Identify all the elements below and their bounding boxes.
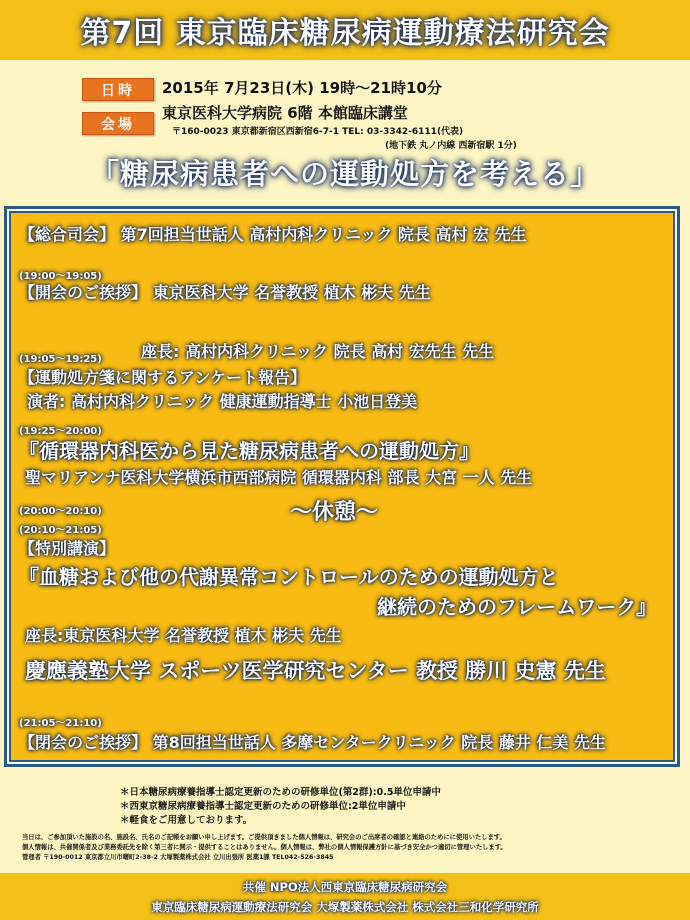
special-lecture-label: 【特別講演】 xyxy=(19,539,116,558)
co-host: 共催 NPO法人西東京臨床糖尿病研究会 xyxy=(242,880,448,894)
date-value: 2015年 7月23日(木) 19時～21時10分 xyxy=(162,79,442,97)
report-title: 【運動処方箋に関するアンケート報告】 xyxy=(19,368,307,387)
report-speaker: 演者: 高村内科クリニック 健康運動指導士 小池日登美 xyxy=(27,392,418,411)
note-credit-1: ＊日本糖尿病療養指導士認定更新のための研修単位(第2群):0.5単位申請中 xyxy=(120,787,441,798)
general-chair: 【総合司会】 第7回担当世話人 高村内科クリニック 院長 高村 宏 先生 xyxy=(19,225,527,244)
page-title: 第7回 東京臨床糖尿病運動療法研究会 xyxy=(80,16,610,51)
privacy-notice-2: 個人情報は、共催関係者及び業務委託先を除く第三者に開示・提供することはありません。個人情報は、弊社の個人情報保護方針に基づき安全かつ適切に管理いたします。 xyxy=(22,844,507,851)
closing-remarks: 【閉会のご挨拶】 第8回担当世話人 多摩センタークリニック 院長 藤井 仁美 先生 xyxy=(19,733,606,752)
organizers: 東京臨床糖尿病運動療法研究会 大塚製薬株式会社 株式会社三和化学研究所 xyxy=(151,900,539,914)
special-chair: 座長:東京医科大学 名誉教授 植木 彬夫 先生 xyxy=(25,626,342,645)
note-credit-2: ＊西東京糖尿病療養指導士認定更新のための研修単位:2単位申請中 xyxy=(120,801,406,812)
date-label-badge: 日時 xyxy=(82,78,154,101)
venue-label-badge: 会場 xyxy=(82,112,154,135)
theme-heading: 「糖尿病患者への運動処方を考える」 xyxy=(89,157,600,191)
privacy-notice-1: 当日は、ご参加頂いた施設の名、施設名、氏名のご記帳をお願い申し上げます。ご提供頂きました個人情報は、研究会のご出席者の確認と連絡のためにに使用いたします。 xyxy=(22,834,506,841)
manager-contact: 管理者 〒190-0012 東京都立川市曙町2-38-2 大塚製薬株式会社 立川出張所 医薬1課 TEL042-526-3845 xyxy=(22,854,334,861)
venue-access: (地下鉄 丸ノ内線 西新宿駅 1分) xyxy=(385,141,517,151)
title-banner xyxy=(0,0,690,60)
time-break: (20:00～20:10) xyxy=(19,506,102,517)
break-label: ～休憩～ xyxy=(290,500,379,525)
time-opening: (19:00～19:05) xyxy=(19,271,102,282)
footer-banner xyxy=(0,873,690,920)
venue-name: 東京医科大学病院 6階 本館臨床講堂 xyxy=(162,104,408,122)
venue-address: 〒160-0023 東京都新宿区西新宿6-7-1 TEL: 03-3342-6111(代表) xyxy=(172,127,464,137)
chair-report: 座長: 高村内科クリニック 院長 高村 宏先生 先生 xyxy=(141,342,495,361)
time-special: (20:10～21:05) xyxy=(19,525,102,536)
note-refreshments: ＊軽食をご用意しております。 xyxy=(120,815,253,826)
lecture1-title: 『循環器内科医から見た糖尿病患者への運動処方』 xyxy=(19,439,479,463)
program-box xyxy=(4,206,680,767)
time-closing: (21:05～21:10) xyxy=(19,718,102,729)
time-report: (19:05～19:25) xyxy=(19,354,102,365)
lecture1-speaker: 聖マリアンナ医科大学横浜市西部病院 循環器内科 部長 大宮 一人 先生 xyxy=(25,468,533,487)
special-title-line1: 『血糖および他の代謝異常コントロールのための運動処方と xyxy=(19,565,559,589)
time-lecture1: (19:25～20:00) xyxy=(19,426,102,437)
special-speaker: 慶應義塾大学 スポーツ医学研究センター 教授 勝川 史憲 先生 xyxy=(25,659,606,683)
special-title-line2: 継続のためのフレームワーク』 xyxy=(377,595,657,619)
opening-remarks: 【開会のご挨拶】 東京医科大学 名誉教授 植木 彬夫 先生 xyxy=(19,283,431,302)
